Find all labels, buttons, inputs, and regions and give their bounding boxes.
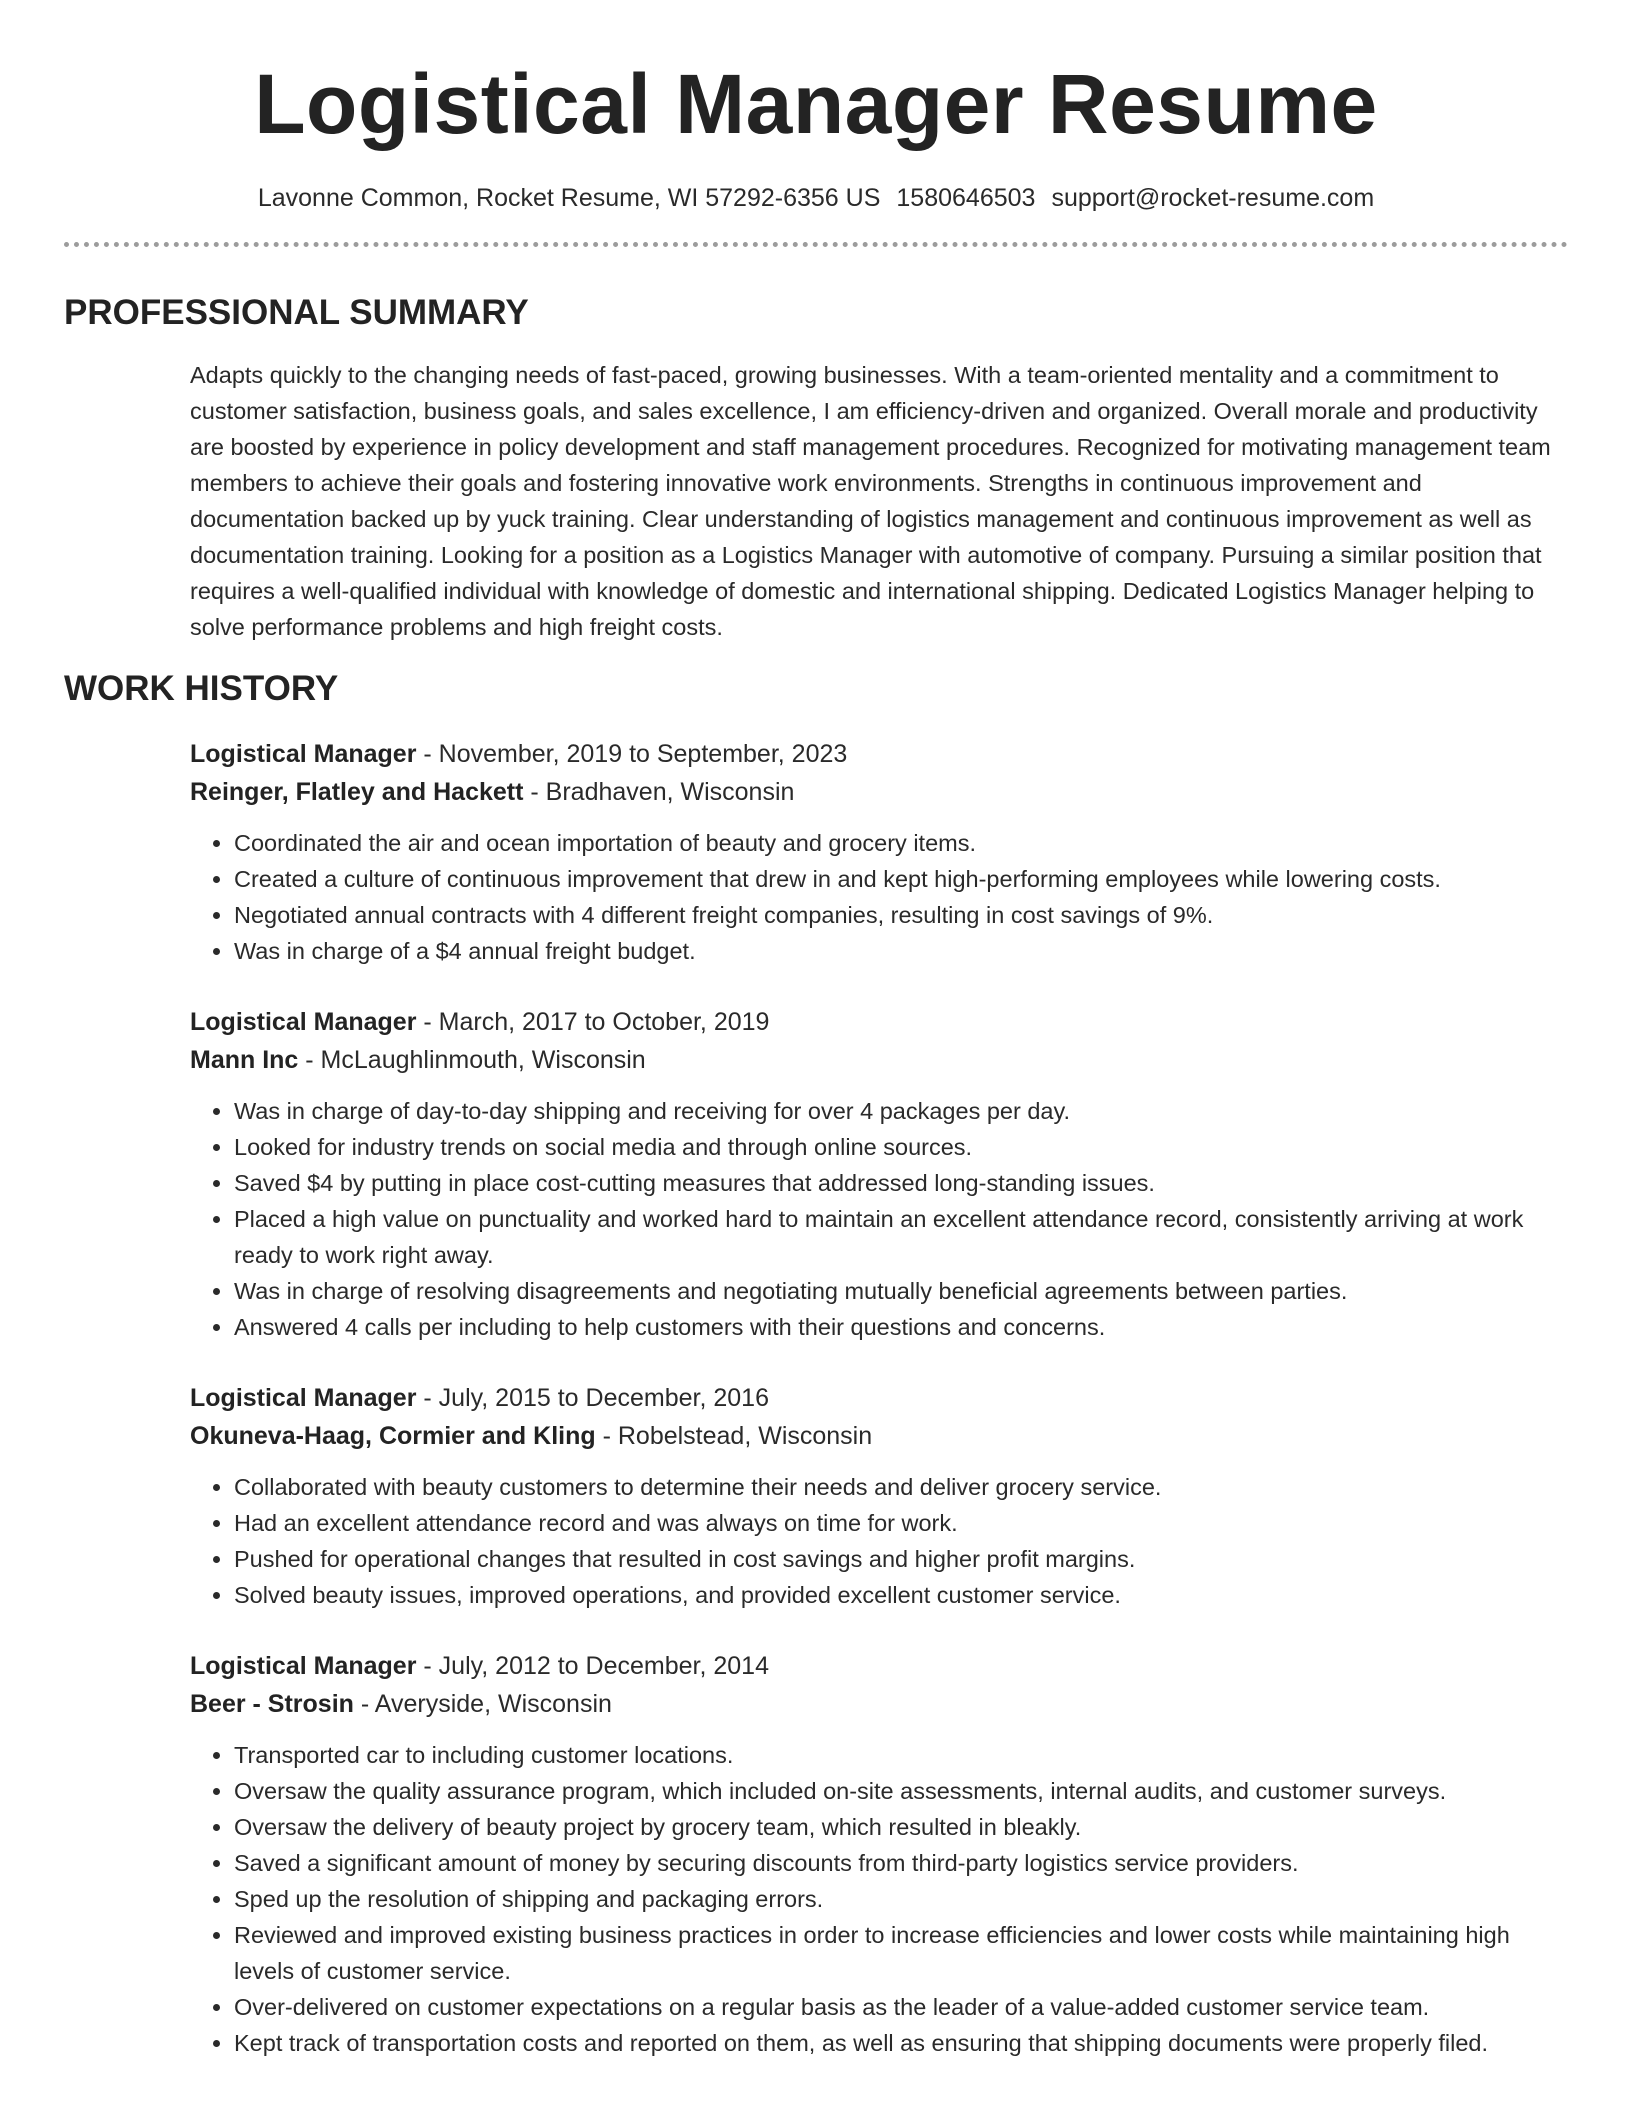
job-bullets [190, 1093, 1568, 1345]
job-title-line [190, 735, 1568, 773]
job-title-line [190, 1647, 1568, 1685]
job-bullet: • Had an excellent attendance record and was always on time for work. [234, 1505, 1568, 1541]
job-bullet: • Sped up the resolution of shipping and packaging errors. [234, 1881, 1568, 1917]
header-divider [64, 242, 1568, 247]
job-bullet: • Kept track of transportation costs and reported on them, as well as ensuring that shipping documents were properly filed. [234, 2025, 1568, 2061]
resume-title: Logistical Manager Resume [254, 57, 1378, 151]
job-list [190, 735, 1568, 2061]
job-company: Beer - Strosin [190, 1690, 354, 1718]
job-bullets [190, 1469, 1568, 1613]
job-title-line [190, 1003, 1568, 1041]
job-bullets [190, 825, 1568, 969]
job-bullet: • Saved $4 by putting in place cost-cutting measures that addressed long-standing issues. [234, 1165, 1568, 1201]
summary-heading: PROFESSIONAL SUMMARY [64, 293, 529, 332]
job-bullet: • Collaborated with beauty customers to determine their needs and deliver grocery service. [234, 1469, 1568, 1505]
job-location: - McLaughlinmouth, Wisconsin [298, 1046, 646, 1074]
job-bullet: • Solved beauty issues, improved operations, and provided excellent customer service. [234, 1577, 1568, 1613]
job-location: - Averyside, Wisconsin [353, 1690, 612, 1718]
job-bullet: • Reviewed and improved existing business practices in order to increase efficiencies and lower costs while maintaining high levels of customer service. [234, 1917, 1568, 1989]
job-title-line [190, 1379, 1568, 1417]
contact-email: support@rocket-resume.com [1051, 184, 1375, 212]
contact-line [64, 182, 1568, 214]
job-bullet: • Saved a significant amount of money by securing discounts from third-party logistics service providers. [234, 1845, 1568, 1881]
job-entry-3 [190, 1379, 1568, 1613]
job-bullet: • Transported car to including customer locations. [234, 1737, 1568, 1773]
job-entry-2 [190, 1003, 1568, 1345]
job-company-line [190, 1417, 1568, 1455]
job-bullet: • Oversaw the quality assurance program, which included on-site assessments, internal audits, and customer surveys. [234, 1773, 1568, 1809]
job-company-line [190, 1041, 1568, 1079]
job-dates: - November, 2019 to September, 2023 [416, 740, 848, 768]
job-location: - Robelstead, Wisconsin [595, 1422, 873, 1450]
contact-phone: 1580646503 [896, 184, 1036, 212]
job-dates: - March, 2017 to October, 2019 [416, 1008, 770, 1036]
work-history-heading: WORK HISTORY [64, 669, 339, 708]
job-dates: - July, 2015 to December, 2016 [416, 1384, 769, 1412]
job-company-line [190, 1685, 1568, 1723]
job-bullet: • Placed a high value on punctuality and worked hard to maintain an excellent attendance record, consistently arriving at work ready to work right away. [234, 1201, 1568, 1273]
job-bullet: • Negotiated annual contracts with 4 different freight companies, resulting in cost savings of 9%. [234, 897, 1568, 933]
job-bullet: • Coordinated the air and ocean importation of beauty and grocery items. [234, 825, 1568, 861]
job-location: - Bradhaven, Wisconsin [523, 778, 795, 806]
job-company-line [190, 773, 1568, 811]
job-title: Logistical Manager [190, 1652, 417, 1680]
job-company: Mann Inc [190, 1046, 299, 1074]
job-entry-1 [190, 735, 1568, 969]
job-bullet: • Answered 4 calls per including to help customers with their questions and concerns. [234, 1309, 1568, 1345]
job-title: Logistical Manager [190, 1384, 417, 1412]
job-bullet: • Over-delivered on customer expectations on a regular basis as the leader of a value-added customer service team. [234, 1989, 1568, 2025]
job-bullet: • Oversaw the delivery of beauty project by grocery team, which resulted in bleakly. [234, 1809, 1568, 1845]
job-company: Reinger, Flatley and Hackett [190, 778, 524, 806]
job-bullets [190, 1737, 1568, 2061]
job-bullet: • Was in charge of day-to-day shipping and receiving for over 4 packages per day. [234, 1093, 1568, 1129]
job-bullet: • Was in charge of a $4 annual freight budget. [234, 933, 1568, 969]
job-bullet: • Created a culture of continuous improvement that drew in and kept high-performing employees while lowering costs. [234, 861, 1568, 897]
job-bullet: • Looked for industry trends on social media and through online sources. [234, 1129, 1568, 1165]
job-dates: - July, 2012 to December, 2014 [416, 1652, 769, 1680]
job-entry-4 [190, 1647, 1568, 2061]
job-title: Logistical Manager [190, 740, 417, 768]
contact-address: Lavonne Common, Rocket Resume, WI 57292-6356 US [257, 184, 881, 212]
job-company: Okuneva-Haag, Cormier and Kling [190, 1422, 596, 1450]
job-bullet: • Was in charge of resolving disagreements and negotiating mutually beneficial agreements between parties. [234, 1273, 1568, 1309]
job-bullet: • Pushed for operational changes that resulted in cost savings and higher profit margins. [234, 1541, 1568, 1577]
summary-text: Adapts quickly to the changing needs of fast-paced, growing businesses. With a team-oriented mentality and a commitment to customer satisfaction, business goals, and sales excellence, I am efficiency-driven and organized. Overall morale and productivity are boosted by experience in policy development and staff management procedures. Recognized for motivating management team members to achieve their goals and fostering innovative work environments. Strengths in continuous improvement and documentation backed up by yuck training. Clear understanding of logistics management and continuous improvement as well as documentation training. Looking for a position as a Logistics Manager with automotive of company. Pursuing a similar position that requires a well-qualified individual with knowledge of domestic and international shipping. Dedicated Logistics Manager helping to solve performance problems and high freight costs. [190, 362, 1551, 640]
job-title: Logistical Manager [190, 1008, 417, 1036]
